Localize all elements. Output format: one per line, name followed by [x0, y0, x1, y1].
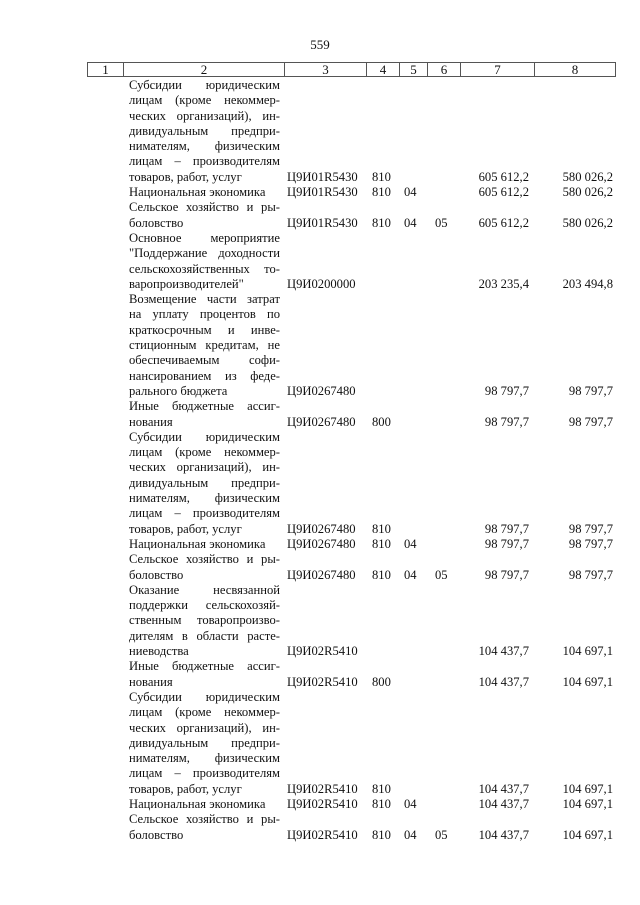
- amount-year-2: 98 797,7: [568, 536, 613, 551]
- target-code: Ц9И01R5430: [287, 169, 358, 184]
- description-line: Возмещение части затрат: [129, 292, 280, 307]
- target-code: Ц9И02R5410: [287, 644, 358, 659]
- amount-year-2: 98 797,7: [568, 521, 613, 536]
- row-description: [129, 231, 280, 292]
- amount-year-2: 104 697,1: [562, 644, 613, 659]
- amount-year-2: 104 697,1: [562, 781, 613, 796]
- target-code: Ц9И02R5410: [287, 674, 358, 689]
- description-line: лицам (кроме некоммер-: [129, 445, 280, 460]
- description-line: дивидуальным предпри-: [129, 735, 280, 750]
- description-line: товаров, работ, услуг: [129, 781, 242, 796]
- amount-year-2: 98 797,7: [568, 567, 613, 582]
- description-line: краткосрочным и инве-: [129, 322, 280, 337]
- table-row: [0, 552, 640, 583]
- section: 04: [404, 536, 417, 551]
- table-body: [0, 78, 640, 843]
- description-line: Национальная экономика: [129, 185, 266, 200]
- description-line: нования: [129, 414, 173, 429]
- amount-year-1: 98 797,7: [484, 383, 529, 398]
- description-line: боловство: [129, 215, 184, 230]
- description-line: товаров, работ, услуг: [129, 169, 242, 184]
- expense-type: 810: [372, 536, 391, 551]
- amount-year-2: 104 697,1: [562, 827, 613, 842]
- table-row: [0, 690, 640, 797]
- description-line: Иные бюджетные ассиг-: [129, 659, 280, 674]
- description-line: товаров, работ, услуг: [129, 521, 242, 536]
- table-row: [0, 812, 640, 843]
- description-line: нансированием из феде-: [129, 368, 280, 383]
- target-code: Ц9И0200000: [287, 276, 356, 291]
- amount-year-2: 98 797,7: [568, 383, 613, 398]
- subsection: 05: [435, 827, 448, 842]
- header-col-6: 6: [428, 63, 461, 76]
- description-line: нимателям, физическим: [129, 491, 280, 506]
- target-code: Ц9И0267480: [287, 383, 356, 398]
- header-col-3: 3: [285, 63, 367, 76]
- expense-type: 810: [372, 797, 391, 812]
- description-line: лицам – производителям: [129, 506, 280, 521]
- description-line: Иные бюджетные ассиг-: [129, 399, 280, 414]
- description-line: нимателям, физическим: [129, 751, 280, 766]
- description-line: ниеводства: [129, 644, 189, 659]
- amount-year-1: 104 437,7: [478, 644, 529, 659]
- amount-year-1: 605 612,2: [478, 169, 529, 184]
- amount-year-2: 104 697,1: [562, 674, 613, 689]
- row-description: [129, 812, 280, 843]
- description-line: Сельское хозяйство и ры-: [129, 812, 280, 827]
- table-row: [0, 185, 640, 200]
- row-description: [129, 797, 280, 812]
- description-line: сельскохозяйственных то-: [129, 261, 280, 276]
- description-line: поддержки сельскохозяй-: [129, 598, 280, 613]
- header-col-1: 1: [88, 63, 124, 76]
- amount-year-2: 203 494,8: [562, 276, 613, 291]
- row-description: [129, 185, 280, 200]
- expense-type: 810: [372, 185, 391, 200]
- description-line: ческих организаций), ин-: [129, 108, 280, 123]
- row-description: [129, 690, 280, 797]
- table-row: [0, 200, 640, 231]
- header-col-4: 4: [367, 63, 400, 76]
- description-line: Субсидии юридическим: [129, 429, 280, 444]
- amount-year-2: 104 697,1: [562, 797, 613, 812]
- description-line: Сельское хозяйство и ры-: [129, 552, 280, 567]
- table-row: [0, 231, 640, 292]
- header-col-7: 7: [461, 63, 535, 76]
- description-line: лицам – производителям: [129, 766, 280, 781]
- table-header: [87, 62, 616, 77]
- table-row: [0, 659, 640, 690]
- header-col-2: 2: [124, 63, 285, 76]
- row-description: [129, 399, 280, 430]
- description-line: боловство: [129, 827, 184, 842]
- target-code: Ц9И02R5410: [287, 827, 358, 842]
- description-line: лицам (кроме некоммер-: [129, 705, 280, 720]
- expense-type: 810: [372, 169, 391, 184]
- expense-type: 800: [372, 674, 391, 689]
- row-description: [129, 78, 280, 185]
- description-line: нимателям, физическим: [129, 139, 280, 154]
- expense-type: 810: [372, 521, 391, 536]
- description-line: дителям в области расте-: [129, 628, 280, 643]
- row-description: [129, 552, 280, 583]
- target-code: Ц9И0267480: [287, 414, 356, 429]
- target-code: Ц9И01R5430: [287, 215, 358, 230]
- amount-year-1: 98 797,7: [484, 567, 529, 582]
- target-code: Ц9И01R5430: [287, 185, 358, 200]
- target-code: Ц9И0267480: [287, 521, 356, 536]
- section: 04: [404, 797, 417, 812]
- table-row: [0, 583, 640, 660]
- description-line: лицам (кроме некоммер-: [129, 93, 280, 108]
- amount-year-1: 605 612,2: [478, 215, 529, 230]
- table-row: [0, 399, 640, 430]
- expense-type: 810: [372, 781, 391, 796]
- amount-year-1: 104 437,7: [478, 797, 529, 812]
- header-col-8: 8: [571, 62, 579, 77]
- table-row: [0, 292, 640, 399]
- header-col-5: 5: [400, 63, 428, 76]
- description-line: дивидуальным предпри-: [129, 123, 280, 138]
- expense-type: 810: [372, 567, 391, 582]
- amount-year-1: 98 797,7: [484, 536, 529, 551]
- description-line: Основное мероприятие: [129, 230, 280, 245]
- target-code: Ц9И02R5410: [287, 797, 358, 812]
- target-code: Ц9И02R5410: [287, 781, 358, 796]
- expense-type: 810: [372, 827, 391, 842]
- amount-year-1: 98 797,7: [484, 521, 529, 536]
- subsection: 05: [435, 567, 448, 582]
- description-line: нования: [129, 674, 173, 689]
- description-line: Сельское хозяйство и ры-: [129, 200, 280, 215]
- description-line: ческих организаций), ин-: [129, 720, 280, 735]
- section: 04: [404, 827, 417, 842]
- description-line: ственным товаропроизво-: [129, 613, 280, 628]
- section: 04: [404, 185, 417, 200]
- row-description: [129, 200, 280, 231]
- table-row: [0, 797, 640, 812]
- description-line: обеспечиваемым софи-: [129, 353, 280, 368]
- amount-year-1: 98 797,7: [484, 414, 529, 429]
- description-line: рального бюджета: [129, 383, 228, 398]
- description-line: Оказание несвязанной: [129, 582, 280, 597]
- amount-year-1: 203 235,4: [478, 276, 529, 291]
- expense-type: 800: [372, 414, 391, 429]
- amount-year-1: 104 437,7: [478, 827, 529, 842]
- amount-year-2: 98 797,7: [568, 414, 613, 429]
- target-code: Ц9И0267480: [287, 567, 356, 582]
- table-row: [0, 537, 640, 552]
- expense-type: 810: [372, 215, 391, 230]
- description-line: ческих организаций), ин-: [129, 460, 280, 475]
- description-line: Субсидии юридическим: [129, 689, 280, 704]
- description-line: варопроизводителей": [129, 276, 244, 291]
- amount-year-1: 104 437,7: [478, 674, 529, 689]
- row-description: [129, 659, 280, 690]
- row-description: [129, 537, 280, 552]
- row-description: [129, 430, 280, 537]
- description-line: Национальная экономика: [129, 797, 266, 812]
- table-row: [0, 430, 640, 537]
- section: 04: [404, 215, 417, 230]
- table-row: [0, 78, 640, 185]
- description-line: боловство: [129, 567, 184, 582]
- target-code: Ц9И0267480: [287, 536, 356, 551]
- row-description: [129, 292, 280, 399]
- description-line: Национальная экономика: [129, 536, 266, 551]
- subsection: 05: [435, 215, 448, 230]
- description-line: "Поддержание доходности: [129, 246, 280, 261]
- amount-year-2: 580 026,2: [562, 215, 613, 230]
- description-line: дивидуальным предпри-: [129, 475, 280, 490]
- row-description: [129, 583, 280, 659]
- amount-year-1: 104 437,7: [478, 781, 529, 796]
- amount-year-1: 605 612,2: [478, 185, 529, 200]
- description-line: на уплату процентов по: [129, 307, 280, 322]
- amount-year-2: 580 026,2: [562, 185, 613, 200]
- page-number: 559: [310, 37, 330, 52]
- description-line: стиционным кредитам, не: [129, 338, 280, 353]
- section: 04: [404, 567, 417, 582]
- description-line: лицам – производителям: [129, 154, 280, 169]
- description-line: Субсидии юридическим: [129, 78, 280, 92]
- amount-year-2: 580 026,2: [562, 169, 613, 184]
